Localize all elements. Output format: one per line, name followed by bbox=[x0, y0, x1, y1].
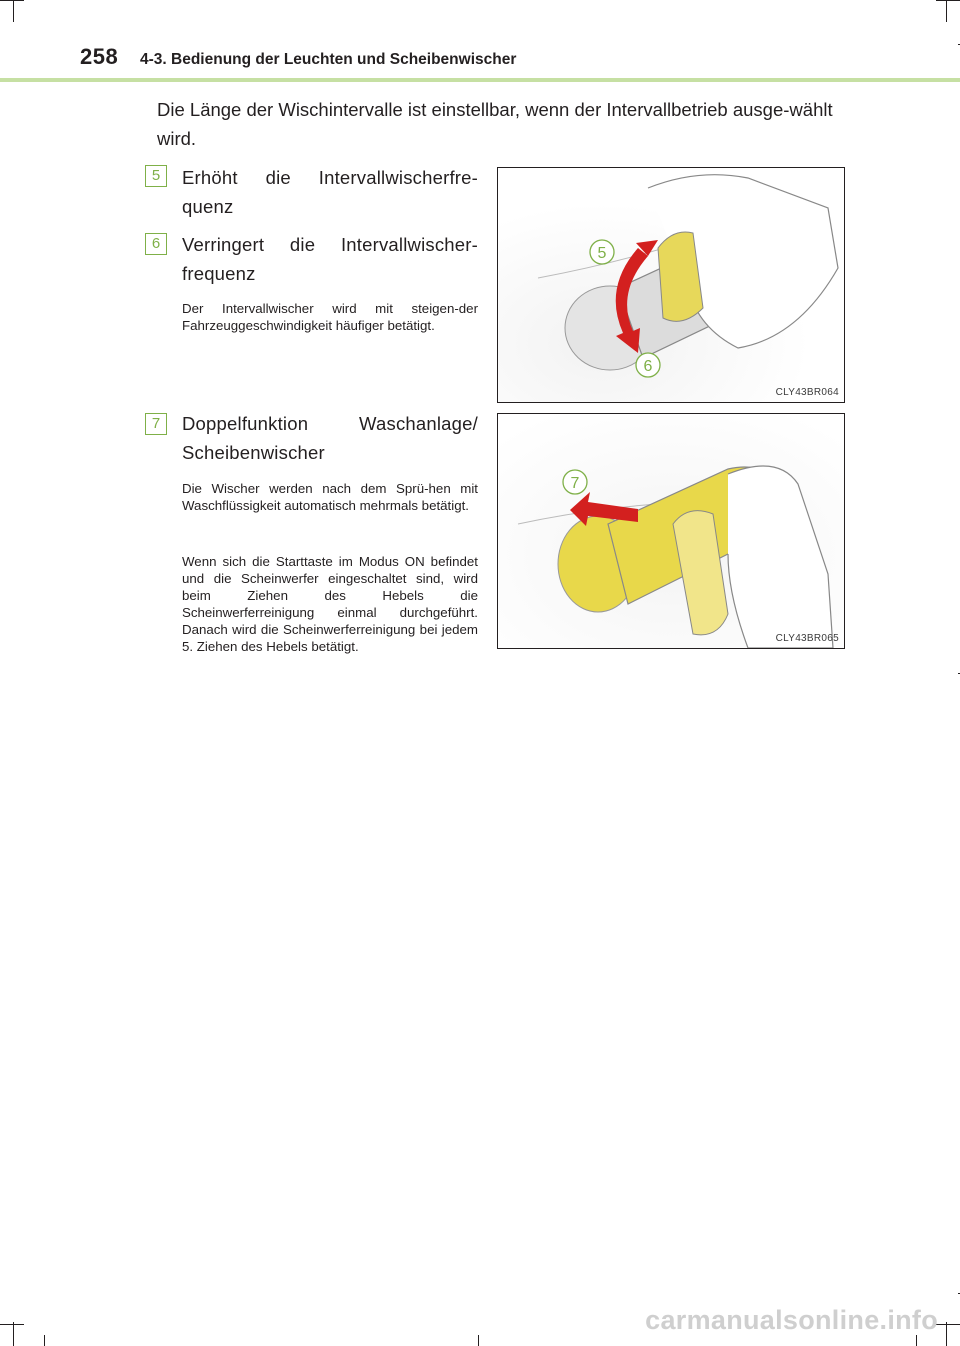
figure-wiper-lever-interval bbox=[497, 167, 845, 403]
item-note-7a: Die Wischer werden nach dem Sprü-hen mit Waschflüssigkeit automatisch mehrmals betätigt. bbox=[182, 481, 478, 513]
item-badge-7: 7 bbox=[145, 413, 167, 435]
page-number: 258 bbox=[80, 44, 119, 69]
section-title: 4-3. Bedienung der Leuchten und Scheibenwischer bbox=[140, 51, 517, 68]
callout-6: 6 bbox=[643, 358, 653, 375]
figure-code: CLY43BR065 bbox=[775, 633, 839, 644]
crop-mark bbox=[946, 0, 947, 22]
item-note-6: Der Intervallwischer wird mit steigen-der Fahrzeuggeschwindigkeit häufiger betätigt. bbox=[182, 301, 478, 333]
crop-mark bbox=[0, 0, 24, 1]
figure-illustration bbox=[498, 414, 844, 648]
crop-mark bbox=[478, 1335, 479, 1346]
figure-code: CLY43BR064 bbox=[775, 387, 839, 398]
item-heading-5: Erhöht die Intervallwischerfre-quenz bbox=[182, 167, 478, 217]
header-rule bbox=[0, 78, 960, 82]
intro-paragraph: Die Länge der Wischintervalle ist einstellbar, wenn der Intervallbetrieb ausge-wählt wird. bbox=[157, 99, 833, 149]
crop-mark bbox=[936, 0, 960, 1]
crop-mark bbox=[13, 0, 14, 22]
crop-mark bbox=[0, 1324, 24, 1325]
item-heading-6: Verringert die Intervallwischer-frequenz bbox=[182, 234, 478, 284]
callout-5: 5 bbox=[597, 245, 607, 262]
crop-mark bbox=[936, 1324, 960, 1325]
item-note-7b: Wenn sich die Starttaste im Modus ON befindet und die Scheinwerfer eingeschaltet sind, wird beim Ziehen des Hebels die Scheinwerferreinigung einmal durchgeführt. Danach wird die Scheinwerferreinigung bei jedem 5. Ziehen des Hebels betätigt. bbox=[182, 554, 478, 654]
watermark: carmanualsonline.info bbox=[645, 1305, 938, 1335]
item-badge-5: 5 bbox=[145, 165, 167, 187]
item-heading-7: Doppelfunktion Waschanlage/ Scheibenwischer bbox=[182, 413, 478, 463]
item-badge-6: 6 bbox=[145, 233, 167, 255]
crop-mark bbox=[13, 1322, 14, 1346]
figure-illustration bbox=[498, 168, 844, 402]
crop-mark bbox=[44, 1335, 45, 1346]
callout-7: 7 bbox=[570, 475, 580, 492]
crop-mark bbox=[916, 1335, 917, 1346]
crop-mark bbox=[946, 1322, 947, 1346]
figure-wiper-lever-washer bbox=[497, 413, 845, 649]
